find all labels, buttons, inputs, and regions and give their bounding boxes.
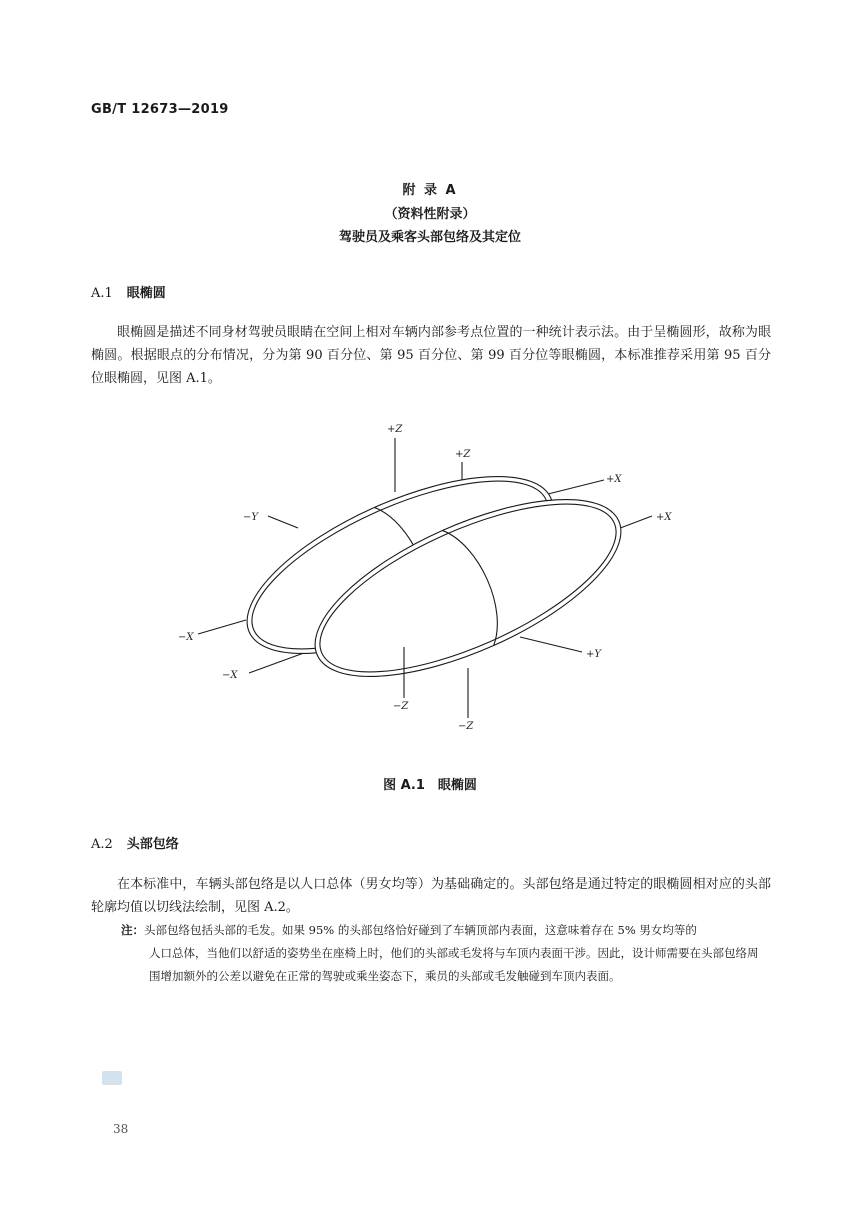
axis-label-pz1: +Z	[387, 424, 403, 435]
axis-label-px2: +X	[656, 512, 672, 523]
axis-label-my: −Y	[243, 512, 258, 523]
section-a2-heading	[91, 833, 179, 852]
axis-label-pz2: +Z	[455, 449, 471, 460]
appendix-subtitle: （资料性附录）	[384, 207, 476, 222]
axis-label-py: +Y	[586, 649, 601, 660]
section-a2-paragraph: 在本标准中，车辆头部包络是以人口总体（男女均等）为基础确定的。头部包络是通过特定的眼椭圆相对应的头部轮廓均值以切线法绘制，见图 A.2。	[91, 877, 771, 915]
note-label: 注：	[121, 923, 144, 937]
standard-number: GB/T 12673—2019	[91, 102, 229, 117]
section-a2-note	[121, 919, 761, 988]
axis-label-mz1: −Z	[393, 701, 409, 712]
axis-line-mx1	[198, 620, 246, 634]
axis-label-mx2: −X	[222, 670, 238, 681]
section-a1-title: 眼椭圆	[126, 286, 166, 301]
appendix-heading: 驾驶员及乘客头部包络及其定位	[338, 230, 521, 245]
note-continuation: 人口总体，当他们以舒适的姿势坐在座椅上时，他们的头部或毛发将与车顶内表面干涉。因此，设计师需要在头部包络周围增加额外的公差以避免在正常的驾驶或乘坐姿态下，乘员的头部或毛发触碰到车顶内表面。	[149, 946, 759, 983]
axis-label-mz2: −Z	[458, 721, 474, 732]
section-a1-number: A.1	[91, 286, 113, 301]
page-number: 38	[113, 1122, 129, 1136]
axis-line-py	[520, 637, 582, 652]
axis-line-px1	[548, 480, 604, 494]
section-a2-number: A.2	[91, 837, 113, 852]
section-a2-title: 头部包络	[126, 837, 179, 852]
section-a1-heading	[91, 282, 166, 301]
figure-caption: 图 A.1 眼椭圆	[383, 778, 477, 793]
axis-label-px1: +X	[606, 474, 622, 485]
section-a1-paragraph: 眼椭圆是描述不同身材驾驶员眼睛在空间上相对车辆内部参考点位置的一种统计表示法。由于呈椭圆形，故称为眼椭圆。根据眼点的分布情况，分为第 90 百分位、第 95 百分位、第 99 百分位等眼椭圆，本标准推荐采用第 95 百分位眼椭圆，见图 A.1。	[91, 325, 771, 386]
eye-ellipse-figure	[160, 410, 700, 740]
note-first-line: 头部包络包括头部的毛发。如果 95% 的头部包络恰好碰到了车辆顶部内表面，这意味着存在 5% 男女均等的	[144, 923, 697, 937]
appendix-title: 附 录 A	[402, 183, 458, 198]
watermark-logo-icon	[102, 1071, 122, 1085]
axis-label-mx1: −X	[178, 632, 194, 643]
axis-line-my	[268, 516, 298, 528]
